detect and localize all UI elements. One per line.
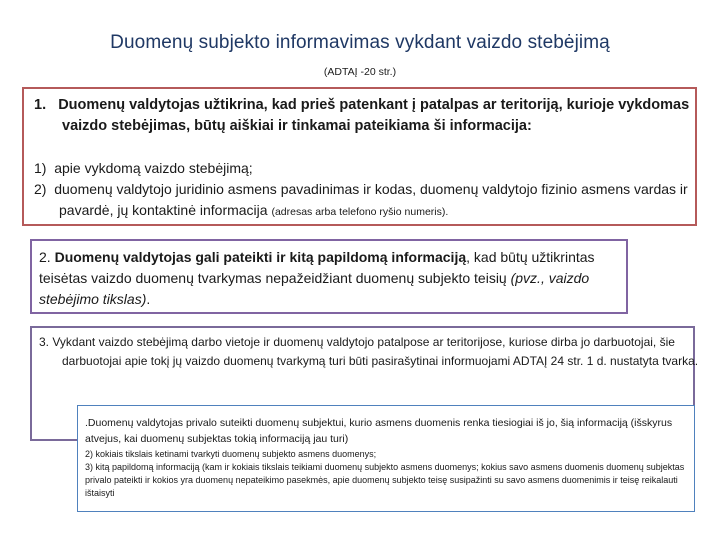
list-item: 2) kokiais tikslais ketinami tvarkyti duomenų subjekto asmens duomenys; bbox=[85, 449, 377, 459]
additional-info-end: . bbox=[146, 291, 151, 307]
additional-info-box bbox=[30, 239, 628, 314]
duties-list bbox=[85, 448, 690, 500]
list-item-text: duomenų valdytojo juridinio asmens pavadinimas ir kodas, duomenų valdytojo fizinio asmens vardas ir pavardė, jų kontaktinė informacija bbox=[54, 181, 688, 218]
page-title: Duomenų subjekto informavimas vykdant vaizdo stebėjimą bbox=[110, 32, 610, 53]
heading-number: 1. bbox=[34, 97, 47, 113]
additional-info-bold: Duomenų valdytojas gali pateikti ir kitą papildomą informaciją bbox=[54, 249, 467, 265]
list-item-number: 2) bbox=[34, 181, 47, 197]
list-item-text: apie vykdomą vaizdo stebėjimą; bbox=[54, 160, 253, 176]
additional-info-text bbox=[39, 247, 624, 310]
duties-box bbox=[77, 405, 695, 512]
requirements-list bbox=[34, 158, 694, 223]
requirements-heading bbox=[34, 95, 712, 137]
list-item-number: 1) bbox=[34, 160, 47, 176]
additional-info-number: 2. bbox=[39, 249, 51, 265]
list-item bbox=[34, 179, 694, 223]
list-item bbox=[34, 158, 694, 179]
additional-info-body: , kad būtų užtikrintas teisėtas vaizdo duomenų tvarkymas nepažeidžiant duomenų subjekto teisių bbox=[39, 249, 595, 286]
additional-info-example: (pvz., vaizdo stebėjimo tikslas) bbox=[39, 270, 590, 307]
requirements-box bbox=[22, 87, 697, 226]
duties-lead: .Duomenų valdytojas privalo suteikti duomenų subjektui, kurio asmens duomenis renka tiesiogiai iš jo, šią informaciją (išskyrus atvejus, kai duomenų subjektas tokią informaciją jau turi) bbox=[85, 417, 673, 445]
page-subtitle: (ADTAĮ -20 str.) bbox=[323, 66, 397, 78]
list-item-note: (adresas arba telefono ryšio numeris). bbox=[271, 206, 449, 218]
workplace-text: 3. Vykdant vaizdo stebėjimą darbo vietoje ir duomenų valdytojo patalpose ar teritorijose, kuriose dirba jo darbuotojai, šie darbuotojai apie tokį jų vaizdo duomenų tvarkymą turi būti pasirašytinai informuojami ADTAĮ 24 str. 1 d. nustatyta tvarka. bbox=[39, 335, 699, 368]
list-item: 3) kitą papildomą informaciją (kam ir kokiais tikslais teikiami duomenų subjekto asmens duomenys; kokius savo asmens duomenis duomenų subjektas privalo pateikti ir kokios yra duomenų nepateikimo pasekmės, apie duomenų subjekto teisę susipažinti su savo asmens duomenimis ir teisę reikalauti ištaisyti bbox=[85, 462, 685, 498]
heading-text: Duomenų valdytojas užtikrina, kad prieš patenkant į patalpas ar teritoriją, kurioje vykdomas vaizdo stebėjimas, būtų aiškiai ir tinkamai pateikiama ši informacija: bbox=[58, 97, 690, 134]
